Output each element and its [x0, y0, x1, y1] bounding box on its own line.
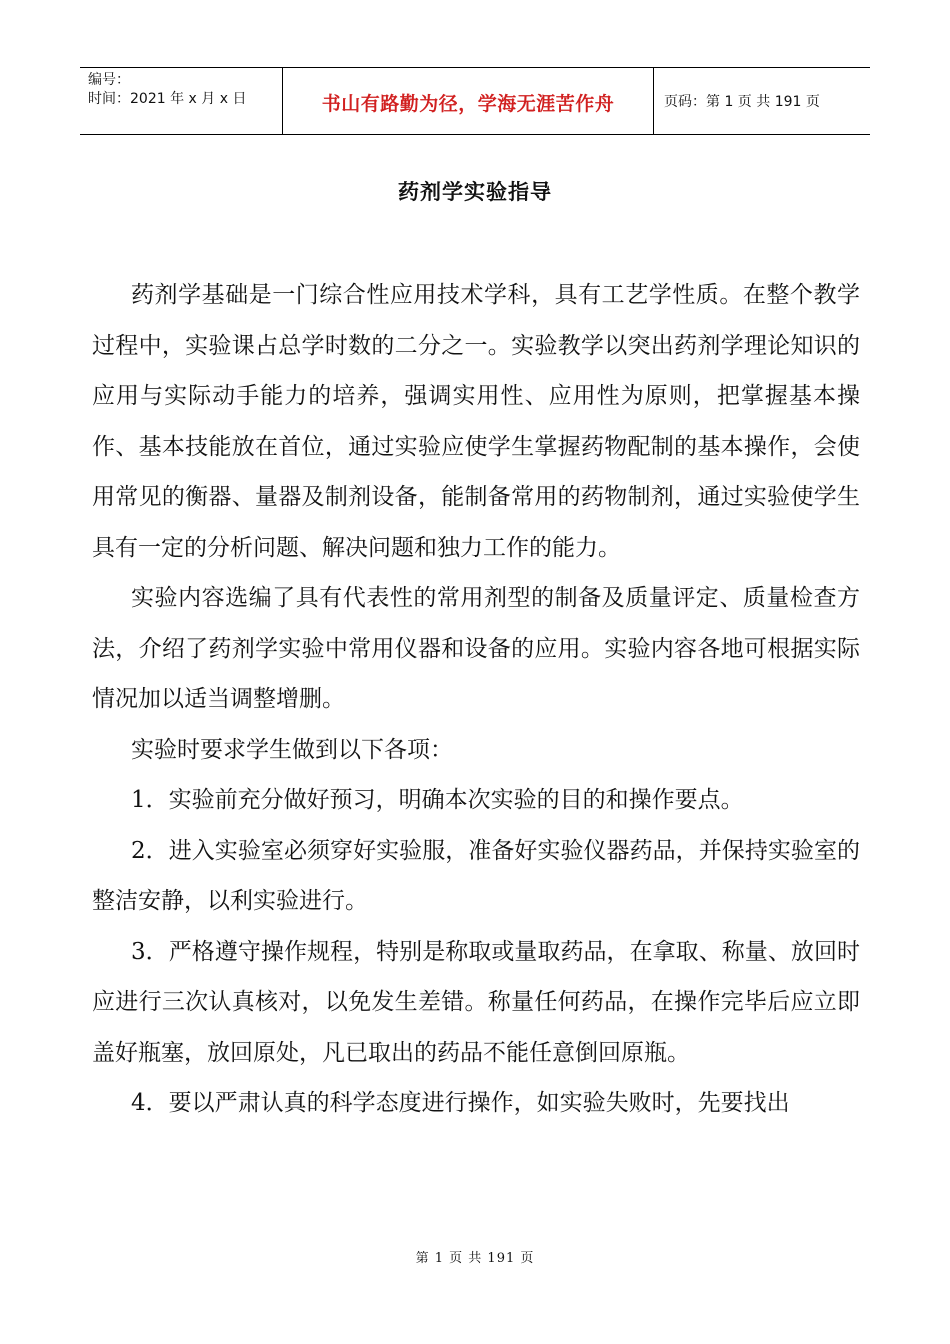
header-meta-cell	[80, 68, 283, 134]
document-title: 药剂学实验指导	[398, 180, 552, 204]
body-paragraph: 药剂学基础是一门综合性应用技术学科，具有工艺学性质。在整个教学过程中，实验课占总学时数的二分之一。实验教学以突出药剂学理论知识的应用与实际动手能力的培养，强调实用性、应用性为原则，把掌握基本操作、基本技能放在首位，通过实验应使学生掌握药物配制的基本操作，会使用常见的衡器、量器及制剂设备，能制备常用的药物制剂，通过实验使学生具有一定的分析问题、解决问题和独力工作的能力。	[92, 282, 860, 561]
page-footer: 第 1 页 共 191 页	[415, 1251, 535, 1266]
body-list-item: 2．进入实验室必须穿好实验服，准备好实验仪器药品，并保持实验室的整洁安静，以利实验进行。	[92, 837, 860, 914]
document-date-label: 时间：2021 年 x 月 x 日	[88, 91, 247, 107]
header-motto-cell	[283, 68, 654, 134]
body-list-item: 1．实验前充分做好预习，明确本次实验的目的和操作要点。	[131, 787, 744, 813]
body-paragraph: 实验内容选编了具有代表性的常用剂型的制备及质量评定、质量检查方法，介绍了药剂学实验中常用仪器和设备的应用。实验内容各地可根据实际情况加以适当调整增删。	[92, 585, 860, 712]
document-body	[92, 270, 860, 1129]
header-page-info: 页码：第 1 页 共 191 页	[664, 94, 820, 110]
header-motto: 书山有路勤为径，学海无涯苦作舟	[321, 92, 615, 115]
header-page-cell	[654, 68, 870, 134]
body-list-item: 4．要以严肃认真的科学态度进行操作，如实验失败时，先要找出	[131, 1090, 790, 1116]
document-header	[80, 67, 870, 135]
body-paragraph: 实验时要求学生做到以下各项：	[131, 736, 453, 763]
body-list-item: 3．严格遵守操作规程，特别是称取或量取药品，在拿取、称量、放回时应进行三次认真核对，以免发生差错。称量任何药品，在操作完毕后应立即盖好瓶塞，放回原处，凡已取出的药品不能任意倒回原瓶。	[92, 938, 860, 1066]
document-number-label: 编号：	[88, 72, 130, 88]
